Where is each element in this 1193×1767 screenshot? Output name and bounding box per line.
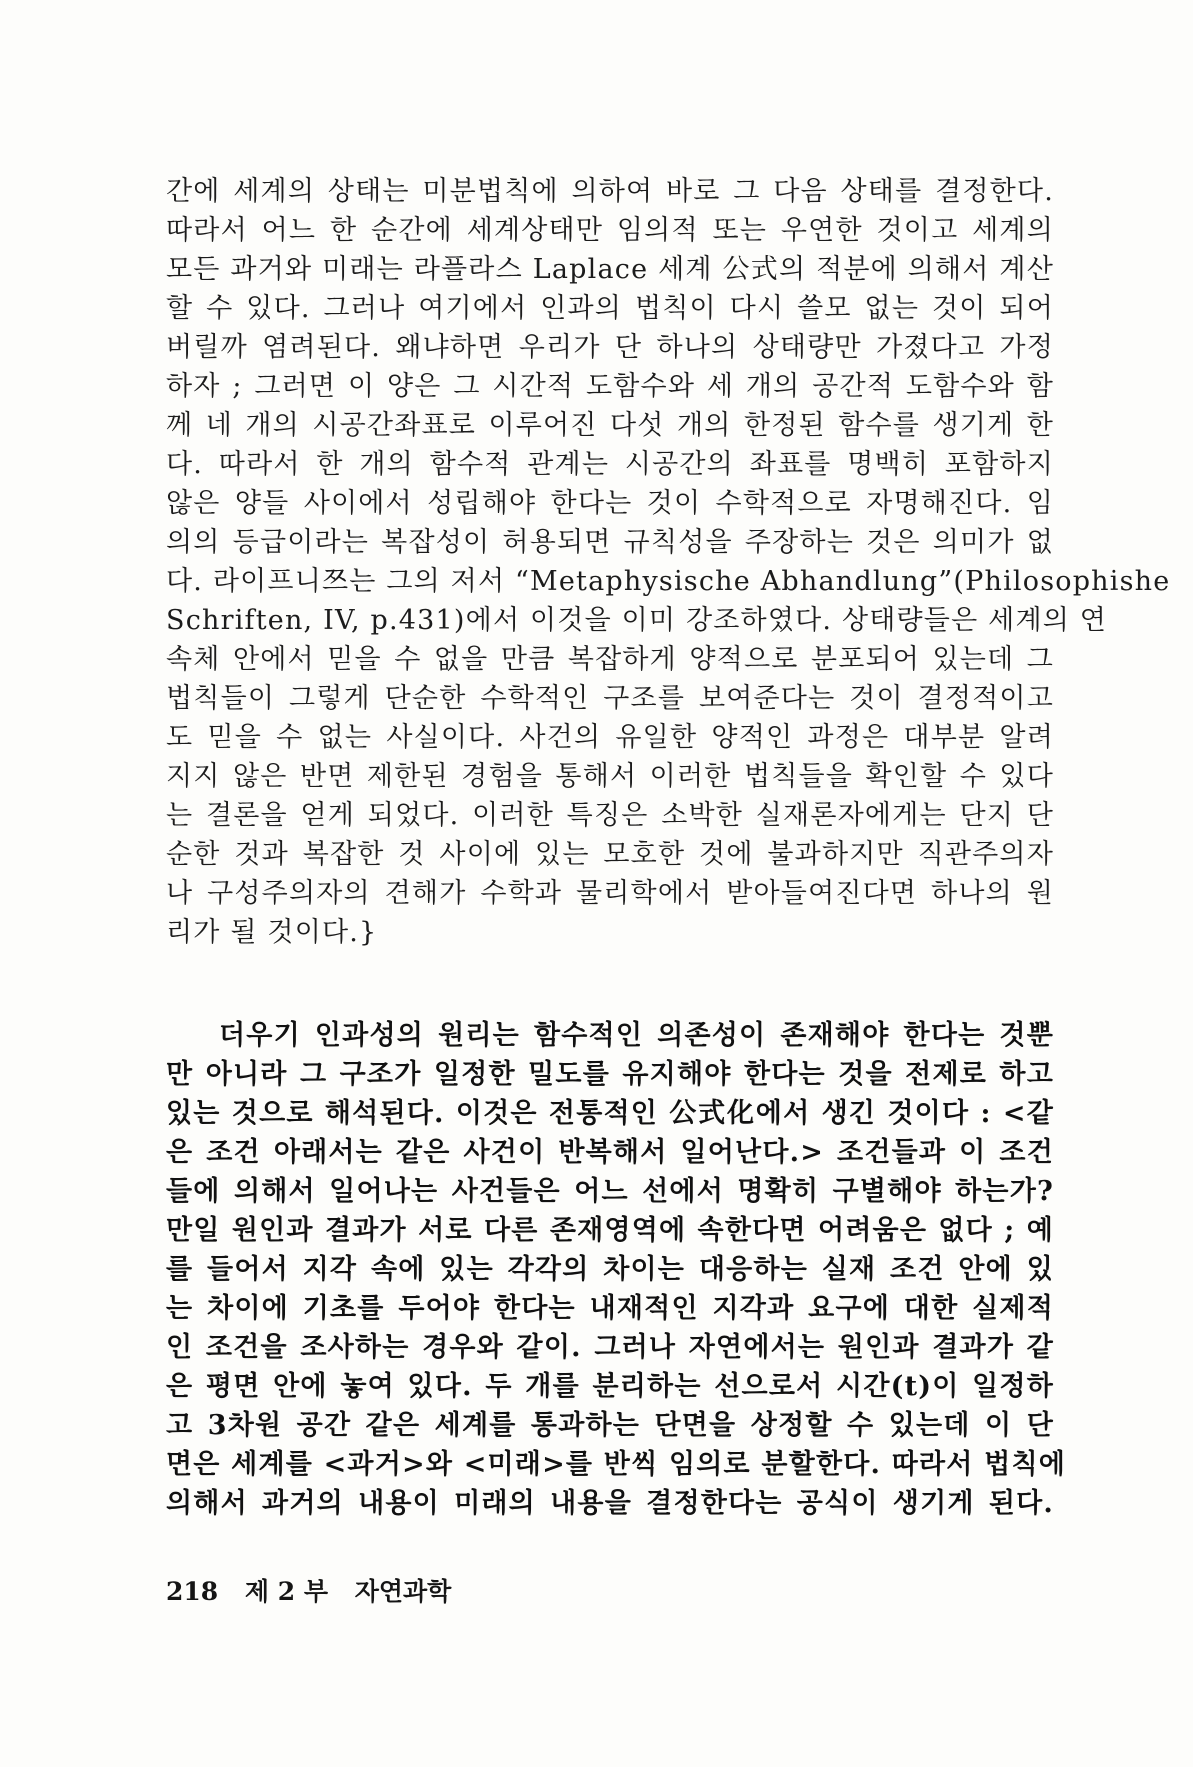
text-line: 않은 양들 사이에서 성립해야 한다는 것이 수학적으로 자명해진다. 임 — [166, 488, 1054, 519]
text-line: 도 믿을 수 없는 사실이다. 사건의 유일한 양적인 과정은 대부분 알려 — [166, 722, 1054, 753]
text-line: 리가 될 것이다.} — [166, 917, 378, 948]
text-line: 만 아니라 그 구조가 일정한 밀도를 유지해야 한다는 것을 전제로 하고 — [166, 1059, 1054, 1090]
text-line: 는 차이에 기초를 두어야 한다는 내재적인 지각과 요구에 대한 실제적 — [166, 1293, 1054, 1324]
text-line: 있는 것으로 해석된다. 이것은 전통적인 公式化에서 생긴 것이다 : <같 — [166, 1098, 1054, 1129]
text-line: 은 조건 아래서는 같은 사건이 반복해서 일어난다.> 조건들과 이 조건 — [166, 1137, 1054, 1168]
text-line: 버릴까 염려된다. 왜냐하면 우리가 단 하나의 상태량만 가졌다고 가정 — [166, 332, 1054, 363]
text-line: 인 조건을 조사하는 경우와 같이. 그러나 자연에서는 원인과 결과가 같 — [166, 1332, 1054, 1363]
text-line: 모든 과거와 미래는 라플라스 Laplace 세계 公式의 적분에 의해서 계산 — [166, 254, 1054, 285]
text-line: 나 구성주의자의 견해가 수학과 물리학에서 받아들여진다면 하나의 원 — [166, 878, 1054, 909]
text-line: 의의 등급이라는 복잡성이 허용되면 규칙성을 주장하는 것은 의미가 없 — [166, 527, 1054, 558]
text-line: 께 네 개의 시공간좌표로 이루어진 다섯 개의 한정된 함수를 생기게 한 — [166, 410, 1054, 441]
text-line: 더우기 인과성의 원리는 함수적인 의존성이 존재해야 한다는 것뿐 — [219, 1020, 1054, 1051]
section-label: 자연과학 — [354, 1577, 452, 1606]
text-line: 들에 의해서 일어나는 사건들은 어느 선에서 명확히 구별해야 하는가? — [166, 1176, 1054, 1207]
text-line: 는 결론을 얻게 되었다. 이러한 특징은 소박한 실재론자에게는 단지 단 — [166, 800, 1054, 831]
text-line: 다. 따라서 한 개의 함수적 관계는 시공간의 좌표를 명백히 포함하지 — [166, 449, 1054, 480]
text-line: 할 수 있다. 그러나 여기에서 인과의 법칙이 다시 쓸모 없는 것이 되어 — [166, 293, 1054, 324]
text-line: 법칙들이 그렇게 단순한 수학적인 구조를 보여준다는 것이 결정적이고 — [166, 683, 1054, 714]
text-line: Schriften, IV, p.431)에서 이것을 이미 강조하였다. 상태량들은 세계의 연 — [166, 605, 1108, 636]
text-line: 만일 원인과 결과가 서로 다른 존재영역에 속한다면 어려움은 없다 ; 예 — [166, 1215, 1054, 1246]
text-line: 를 들어서 지각 속에 있는 각각의 차이는 대응하는 실재 조건 안에 있 — [166, 1254, 1054, 1285]
text-line: 따라서 어느 한 순간에 세계상태만 임의적 또는 우연한 것이고 세계의 — [166, 215, 1054, 246]
text-line: 의해서 과거의 내용이 미래의 내용을 결정한다는 공식이 생기게 된다. — [166, 1488, 1054, 1519]
part-label: 제 2 부 — [244, 1577, 329, 1606]
text-line: 하자 ; 그러면 이 양은 그 시간적 도함수와 세 개의 공간적 도함수와 함 — [166, 371, 1054, 402]
page-footer — [166, 1572, 469, 1612]
text-line: 간에 세계의 상태는 미분법칙에 의하여 바로 그 다음 상태를 결정한다. — [166, 176, 1054, 207]
text-line: 속체 안에서 믿을 수 없을 만큼 복잡하게 양적으로 분포되어 있는데 그 — [166, 644, 1054, 675]
text-line: 지지 않은 반면 제한된 경험을 통해서 이러한 법칙들을 확인할 수 있다 — [166, 761, 1054, 792]
page-number: 218 — [166, 1577, 219, 1606]
text-line: 면은 세계를 <과거>와 <미래>를 반씩 임의로 분할한다. 따라서 법칙에 — [166, 1449, 1067, 1480]
text-line: 순한 것과 복잡한 것 사이에 있는 모호한 것에 불과하지만 직관주의자 — [166, 839, 1054, 870]
text-line: 다. 라이프니쯔는 그의 저서 “Metaphysische Abhandlung”(Philosophishe — [166, 566, 1171, 597]
text-line: 고 3차원 공간 같은 세계를 통과하는 단면을 상정할 수 있는데 이 단 — [166, 1410, 1054, 1441]
text-line: 은 평면 안에 놓여 있다. 두 개를 분리하는 선으로서 시간(t)이 일정하 — [166, 1371, 1054, 1402]
